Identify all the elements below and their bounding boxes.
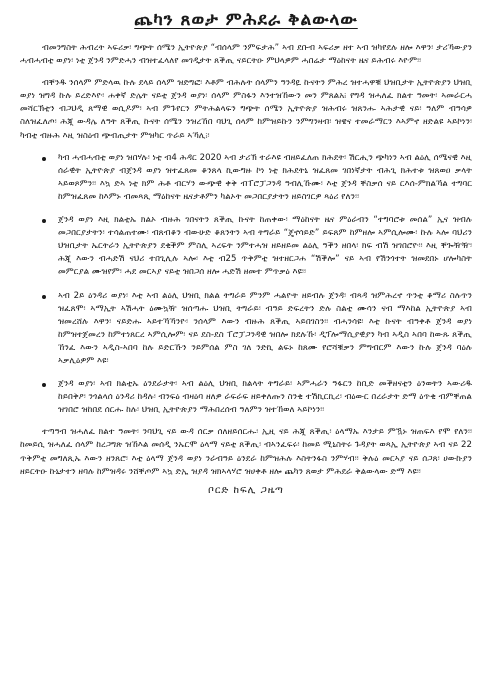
document-title: ጨካን ጸወታ ምሕደራ ቅልውላው xyxy=(134,10,358,30)
intro-paragraph-1: ብመንግስት ሕብረት ኣፍሪቃ፡ ግጭት ሰሜን ኢትዮጵያ “ብሰላም ንምፍታሕ” ኣብ ደቡብ ኣፍሪቃ ዘተ ኣብ ዝካየደሉ ዘሎ እዋን፡ ታሪኻውያን ሓብሓብቲ ወያነ፡ ነቲ ጀንዳ ንምድሓን ብዝተፈላለየ መገዲታት ጸቕጢ ናይርትዑ ምህላዎም ሓበሬታ ማዕከናት ዜና ይሕብሩ እዮም፡፡ xyxy=(20,43,472,67)
signature: ቦርድ ከፍሊ ጋዜጣ xyxy=(208,484,284,496)
bullet-item-3: ኣብ 2ይ ዕንዳሪ ወያነ፡ እቲ ኣብ ልዕሊ ህዝቢ ክልል ትግራይ ምንም ሓልዮት ዘይብሉ ጀንዳ፡ ብጻዳ ዝምሕረኖ ጥንቲ ቆማሪ ስሉጥን ዝፈጸሞ፡ ኣማኢት ኣሽሓት ዕሙኳዥ ዝሰጣሑ ህዝቢ ትግራይ፡ ብዓይ ድፍረትን ድሉ ስልቲ ሙሳን ናብ ማእከል ኢትዮጵያ ኣብ ዝመረሸሉ እዋን፡ ናይድሑ ኣይተኻኻንዮ፡ ንሰላም እውን ብዙሕ ጸቕጢ ኣይበገስን፡፡ ብሓንሳዩ፡ እቲ ኩናት ብዓቀቶ ጀንዳ ወያነ ከምዝተጀመረን ከምተነጸርረ ኣምሲሎም፡ ናይ ደስ-ደስ ፐሮፓጋንዳዊ ዝበሎ ክደሉኹ፡ ዲፕሎማሲያዊያን ካብ ኣዲስ ኣበባ ከውጹ ጸቕጢ ኸንፈ እውን ኣዲስ-ኣበባ ከሉ ይድርኹን ንይምሰል ምስ ገለ ንድኪ ልፍኑ ከጸሙ የሮሻቑቃን ምግብርም እውን ኩሉ ጀንዳ ባዕሉ ኣቃሊዕዎም እዩ፡ xyxy=(58,290,472,369)
closing-paragraph: ተጣዓብ ዝሓለፈ ክልተ ዓመት፡ ንባህጊ ናይ ውዳ ሰርቃ ሰለዘይሰርሑ፡ ኢዚ ናይ ሕጂ ጸቕጢ፡ ዕላማኡ እንታይ ምዃኑ ዝጠፍእ የሞ የለን፡፡ ከመይሲ ዝሓለፈ ሰላም ከረጋግጽ ዝኸእል መሰዲ ንኡርሞ ዕላማ ናይቲ ጸቕጢ፡ ብኣንፈፍሩ፡ ከመይ ሚኒስትሩ ጉዳያት ወጻኢ ኢትዮጵያ ኣብ ናይ 22 ጥቅምቲ መግለጺኡ እውን ዘንጸሮ፡ እቲ ዕላማ ጀንዳ ወያነ ንራብዓይ ዕንደራ ከምዝሕሉ እስትንፋስ ንምሃብ፡፡ ቅሉዕ መርኣያ ናይ ሰጋጸ፡ ሀውኩያን ዘይርትዑ ኩኒታተን ዘባሉ ከምዝዳሩ ንሸቐጦም ኣኳ ድኢ ዝያዳ ዝክኣላሃሮ ዝሀቀቶ ዘሎ ጨካን ጸወታ ምሕደራ ቅልውላው ድማ እዩ፡፡ xyxy=(20,427,472,477)
bullet-item-4: ጀንዳ ወያነ፡ ኣብ ክልቲኡ ዕንደራታት፡ ኣብ ልዕሊ ህዝቢ ክልላት ትግራይ፡ ኣምሓራን ዓፋርን ከቢድ መቕዘናቲን ዕንወትን ኣውሪዱ ከይበቅዖ፡ ንጎልላሰ ዕንዳሪ ከዳሉ፡ ብንፍዕ ብዛዕባ ዘለዎ ራፍራፍ ዘይቀለጡን ስንቂ ተሽኪርኪረ፡ ብዕውር በረራታት ድማ ዕጥቂ ብምቐጠል ዝገበሮ ዝከበደ ሰርሑ ከሉ፡ ህዝቢ ኢትዮጵያን ማሕበረሰብ ዓለምን ዝተኸወለ ኣይኮነን፡፡ xyxy=(58,378,472,417)
bullet-list xyxy=(20,152,472,418)
intro-paragraph-2: ብቐንዱ ንሰላም ምድላዉ ኩሉ ደላይ ሰላም ዝድግፎ፡ እቶም ብሕሉት ሰላምን ዓንዳዪ ኩናትን ምሕረ ዝተሓዋቑ ህዝቢታት ኢትዮጵያን ህዝቢ ወያነ ዝግዳ ኩሉ ይረድእዮ፡ ሐቀኛ ድሌት ናይቲ ጀንዳ ወያነ፡ ሰላም ምስፋን እንተዝኸውን መን ምጸልአ፧ የግዳ ዝሓለፈ ክልተ ዓመት፡ ኣመራርሓ መሻርኽቲን ብጋህዲ ጸማዊ ወሲዶም፡ ኣብ ምጉየርን ምትሕልላፍን ግጭት ሰሜን ኢትዮጵያ ዝሕብሩ ዝጸንሑ ኣሕታዊ ናይ፡ ዓለም ብዓሳዎ ስለዝፈለጦ፡ ሕጂ ውዳሌ ለዓት ጸቕጢ ኩናት ሰሜን ንዝረኸበ ባህጊ ሰላም ከምዝይኩን ንምግንዛብ፡ ዝዌና ተመራማርን እኣምኖ ዘድልዩ ኣይኮነን፡ ካብቲ ብዙሕ እዚ ዝስዕብ ጭብጢታት ምዝካር ጥራይ ኣኻሊ፧፡ xyxy=(20,78,472,141)
bullet-item-2: ጀንዳ ወያነ እዚ ክልቲኡ ክልኦ ብዙሕ ገበናትን ጸቕጢ ኩናት ከጠቀው፡ ማዕከናት ዜና ምዕራብን “ተግባሮቱ መሰል” ኢና ዝብሉ መጋበርያታትን፡ ተሳልጠተሙ፡ ብጸብቆን ብውሁድ ቆጸንትን ኣብ ትግራይ “ጄኖሳይድ” ይፍጸም ከምዘሎ ኣምሲሎሙ፡ ኩሉ ኣሎ ባህሪን ህዝቢታት ኤርትራን ኢትዮጵያን ደቂቕም ምስሊ ኣረፍት ንምተሓዝ ዘይዘይመ ልዕሊ ዓቕን ዘበላ፡ ክፍ ብሽ ዝገበሮዮ፡፡ እዚ ቐጐዥዥ፡ ሕጂ እውን ብሓድሽ ናህሪ ተበጊሊሉ ኣሎ፡ እቲ ብ25 ጥቅምቲ ዝተዘርጋሐ “ሽቕሎ” ናይ ኣብ የሽንጎተት ዝመደበኑ ሆሎካስት መምርያል ሙዝየም፡ ሓደ መርኣያ ናይቲ ዝበጋሰ ዘሎ ሓድሽ ዘመተ ምጥቃዕ እዩ፡፡ xyxy=(58,214,472,279)
bullet-item-1: ካብ ሓብሓብቲ ወያነ ዝበሃሉ፡ ነቲ ብ4 ሕዳር 2020 ኣብ ታሪኽ ተራእዩ ብዘይፈለጠ ክሕደት፡ ሽርሒን ጭካነን ኣብ ልዕሊ ሰሜናዊ እዚ ሰራዊት ኢትዮጵያ ብጀንዳ ወያነ ዝተፈጸመ ቆንጸላ ኪውግዙ ኮነ ነቲ ክሕደትኒ ዝፈጸመ ገበነኛታት ብሕጊ ክሕተቱ ዝጸወዐ ቃላት ኣይወጾምን፡፡ እኳ ድኣ ነቲ ክም ሕቶ ብርሃን ውጭዊ ቀቅ ብፐሮፓጋንዳ ዓብሊኹሙ፡ እቲ ጀንዳ ቐስቃሰ ናይ ርእሰ-ምክልኻል ተግባር ከምዝፈጸመ ከእምኑ ብመጻጺ ማዕከናት ዜናታቶምን ካልኦት መጋበርያታትን ዘይስገርዎ ጻዕሪ የለን፡፡ xyxy=(58,152,472,204)
